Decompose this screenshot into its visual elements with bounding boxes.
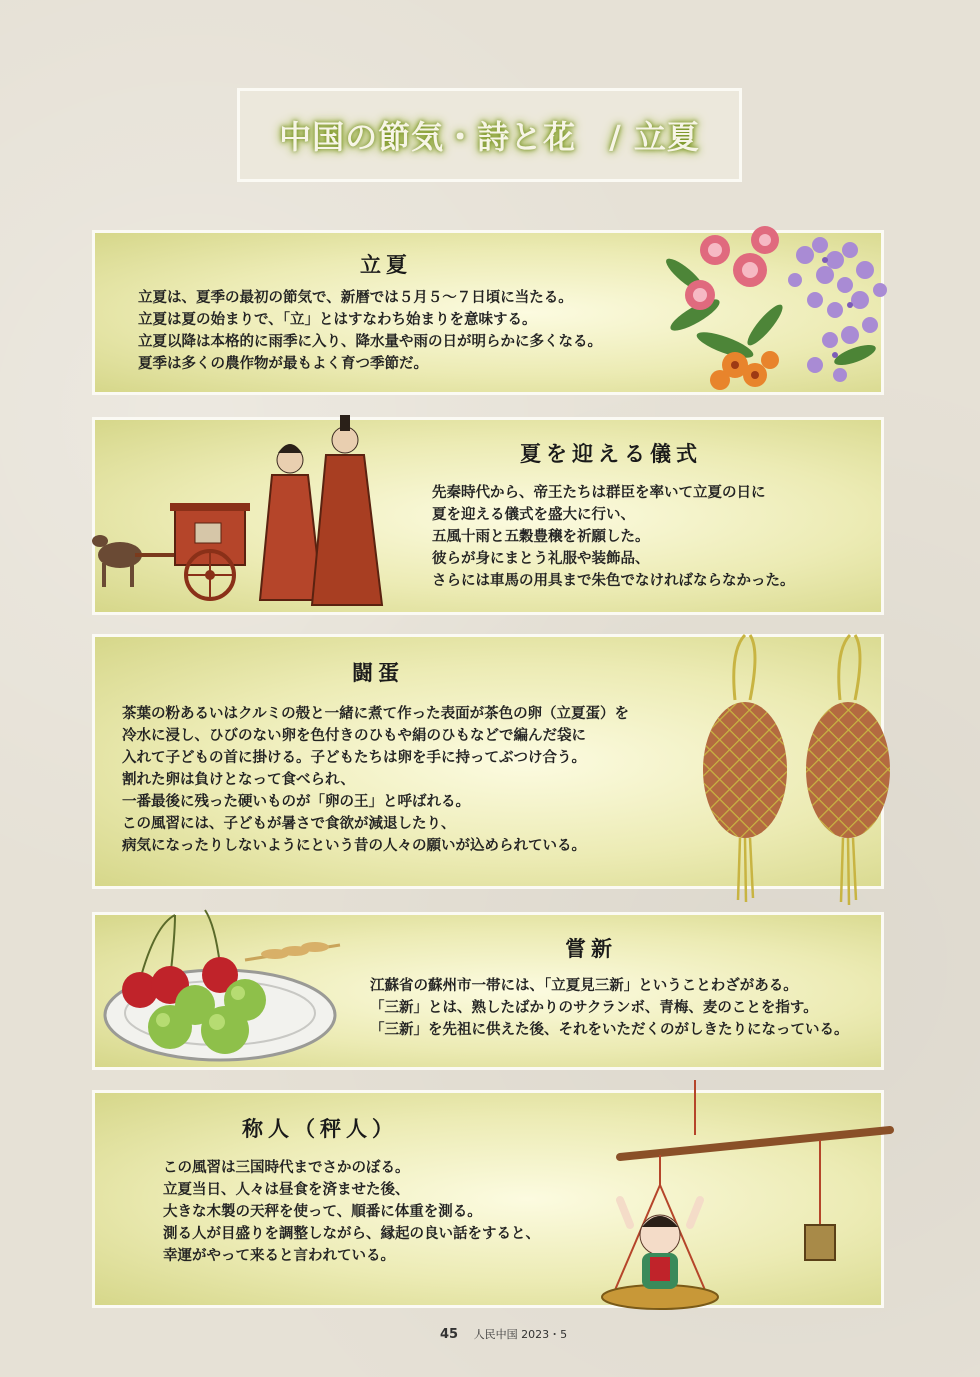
body-line: 入れて子どもの首に掛ける。子どもたちは卵を手に持ってぶつけ合う。 xyxy=(122,750,586,766)
body-line: 夏を迎える儀式を盛大に行い、 xyxy=(432,507,635,523)
cherries-plums-plate-illustration xyxy=(95,905,355,1070)
steelyard-balance-child-illustration xyxy=(600,1075,900,1325)
body-line: 立夏は、夏季の最初の節気で、新暦では５月５〜７日頃に当たる。 xyxy=(138,290,573,306)
body-line: この風習は三国時代までさかのぼる。 xyxy=(163,1160,410,1176)
body-line: 江蘇省の蘇州市一帯には、「立夏見三新」ということわざがある。 xyxy=(370,978,798,994)
page-title: 中国の節気・詩と花 / 立夏 xyxy=(279,118,700,156)
section-body xyxy=(138,287,602,375)
body-line: 「三新」を先祖に供えた後、それをいただくのがしきたりになっている。 xyxy=(370,1022,849,1038)
body-line: 一番最後に残った硬いものが「卵の王」と呼ばれる。 xyxy=(122,794,470,810)
page-number: 45 xyxy=(440,1327,459,1342)
section-title: 夏を迎える儀式 xyxy=(520,441,702,466)
body-line: 先秦時代から、帝王たちは群臣を率いて立夏の日に xyxy=(432,485,766,501)
netted-eggs-illustration xyxy=(690,630,890,910)
body-line: 幸運がやって来ると言われている。 xyxy=(163,1248,395,1264)
body-line: 立夏当日、人々は昼食を済ませた後、 xyxy=(163,1182,410,1198)
body-line: 大きな木製の天秤を使って、順番に体重を測る。 xyxy=(163,1204,482,1220)
body-line: 茶葉の粉あるいはクルミの殻と一緒に煮て作った表面が茶色の卵（立夏蛋）を xyxy=(122,706,630,722)
publication-name: 人民中国 2023・5 xyxy=(473,1328,568,1341)
section-body xyxy=(122,703,629,857)
body-line: 彼らが身にまとう礼服や装飾品、 xyxy=(432,551,650,567)
page-title-box xyxy=(237,88,742,182)
body-line: 夏季は多くの農作物が最もよく育つ季節だ。 xyxy=(138,356,428,372)
body-line: この風習には、子どもが暑さで食欲が減退したり、 xyxy=(122,816,456,832)
body-line: 「三新」とは、熟したばかりのサクランボ、青梅、麦のことを指す。 xyxy=(370,1000,818,1016)
chariot-and-officials-illustration xyxy=(90,405,390,615)
body-line: 測る人が目盛りを調整しながら、縁起の良い話をすると、 xyxy=(163,1226,540,1242)
section-body xyxy=(163,1157,540,1267)
body-line: 冷水に浸し、ひびのない卵を色付きのひもや絹のひもなどで編んだ袋に xyxy=(122,728,586,744)
body-line: 割れた卵は負けとなって食べられ、 xyxy=(122,772,355,788)
page-footer xyxy=(440,1326,567,1342)
body-line: 立夏以降は本格的に雨季に入り、降水量や雨の日が明らかに多くなる。 xyxy=(138,334,602,350)
body-line: 立夏は夏の始まりで、「立」とはすなわち始まりを意味する。 xyxy=(138,312,537,328)
section-body xyxy=(432,482,795,592)
flower-bouquet-illustration xyxy=(655,215,895,400)
body-line: 五風十雨と五穀豊穣を祈願した。 xyxy=(432,529,650,545)
body-line: さらには車馬の用具まで朱色でなければならなかった。 xyxy=(432,573,795,589)
section-title: 闘蛋 xyxy=(352,660,404,685)
section-title: 立夏 xyxy=(360,252,412,277)
section-title: 称人（秤人） xyxy=(242,1116,398,1141)
section-title: 嘗新 xyxy=(565,936,617,961)
body-line: 病気になったりしないようにという昔の人々の願いが込められている。 xyxy=(122,838,586,854)
section-body xyxy=(370,975,849,1041)
